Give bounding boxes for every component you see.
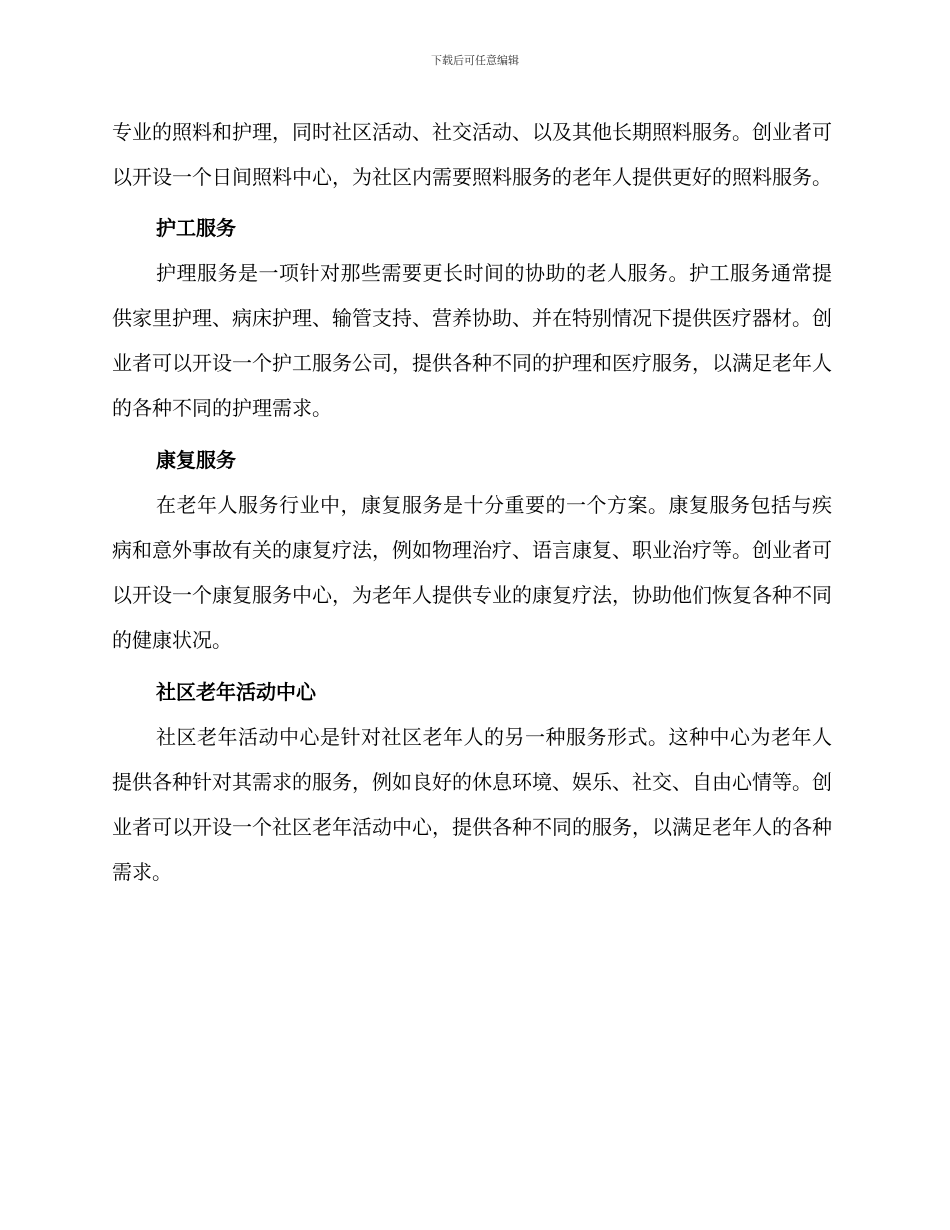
section-paragraph: 社区老年活动中心是针对社区老年人的另一种服务形式。这种中心为老年人提供各种针对其需求的服务，例如良好的休息环境、娱乐、社交、自由心情等。创业者可以开设一个社区老年活动中心，提供各种不同的服务，以满足老年人的各种需求。	[112, 725, 832, 884]
section-heading: 社区老年活动中心	[156, 680, 316, 704]
page-header-note: 下载后可任意编辑	[431, 54, 519, 67]
section-heading: 护工服务	[156, 216, 236, 240]
document-body	[112, 110, 832, 895]
section-paragraph: 护理服务是一项针对那些需要更长时间的协助的老人服务。护工服务通常提供家里护理、病床护理、输管支持、营养协助、并在特别情况下提供医疗器材。创业者可以开设一个护工服务公司，提供各种不同的护理和医疗服务，以满足老年人的各种不同的护理需求。	[112, 261, 832, 420]
section-heading: 康复服务	[156, 448, 236, 472]
intro-paragraph: 专业的照料和护理，同时社区活动、社交活动、以及其他长期照料服务。创业者可以开设一个日间照料中心，为社区内需要照料服务的老年人提供更好的照料服务。	[112, 120, 832, 189]
section-community-center	[112, 677, 832, 895]
section-paragraph: 在老年人服务行业中，康复服务是十分重要的一个方案。康复服务包括与疾病和意外事故有关的康复疗法，例如物理治疗、语言康复、职业治疗等。创业者可以开设一个康复服务中心，为老年人提供专业的康复疗法，协助他们恢复各种不同的健康状况。	[112, 493, 832, 652]
section-rehabilitation	[112, 445, 832, 663]
section-nursing-care	[112, 213, 832, 431]
